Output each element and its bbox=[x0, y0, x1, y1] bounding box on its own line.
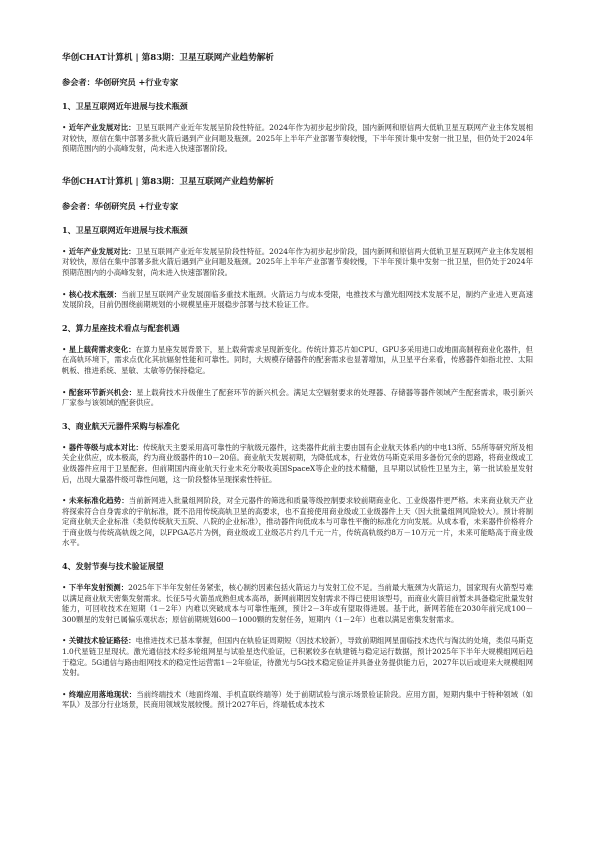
paragraph-industry-status: • 近年产业发展对比：卫星互联网产业近年发展呈阶段性特征。2024年作为初步起步阶段，国内新网和原信两大低轨卫星互联网产业主体发展相对较快，原信在集中部署多批火箭后遇到产业问题及瓶颈。2025年上半年产业部署节奏较慢，下半年预计集中发射一批卫星，但仍处于2024年预期范围内的小高峰发射，尚未进入快速部署阶段。 bbox=[62, 123, 533, 154]
paragraph-label: 下半年发射预测： bbox=[68, 583, 129, 593]
paragraph-label: 配套环节新兴机会： bbox=[68, 387, 137, 397]
paragraph-text: 卫星互联网产业近年发展呈阶段性特征。2024年作为初步起步阶段，国内新网和原信两大低轨卫星互联网产业主体发展相对较快，原信在集中部署多批火箭后遇到产业问题及瓶颈。2025年上半年产业部署节奏较慢，下半年预计集中发射一批卫星，但仍处于2024年预期范围内的小高峰发射，尚未进入快速部署阶段。 bbox=[62, 123, 533, 154]
paragraph-text: 当前终端技术（地面终端、手机直联终端等）处于前期试验与演示场景验证阶段。应用方面，短期内集中于特种领域（如军队）及部分行业场景，民商用领域发展较慢。预计2027年后，终端低成本技术 bbox=[62, 689, 533, 710]
paragraph-text: 当前卫星互联网产业发展面临多重技术瓶颈。火箭运力与成本受限，电推技术与激光组网技术发展不足，制约产业进入更高速发展阶段，目前仍围绕前期规划的小规模星座开展稳步部署与技术验证工作。 bbox=[62, 289, 533, 310]
doc-authors: 参会者：华创研究员 +行业专家 bbox=[62, 77, 179, 87]
paragraph-payload-demand: • 星上载荷需求变化：在算力星座发展背景下，星上载荷需求呈现新变化。传统计算芯片如CPU、GPU多采用进口或地面高制程商业化器件，但在高轨环境下，需求点优化其抗辐射性能和可靠性。同时，大规模存储器件的配套需求也显著增加，从卫星平台来看，传感器件如指北控、太阳帆板、推进系统、星敏、太敏等仍保持稳定。 bbox=[62, 344, 533, 375]
paragraph-label: 近年产业发展对比： bbox=[68, 246, 136, 256]
paragraph-new-opportunity: • 配套环节新兴机会：星上载荷技术升级催生了配套环节的新兴机会。满足太空辐射要求的处理器、存储器等器件领域产生配套需求，吸引新兴厂家参与该领域的配套供应。 bbox=[62, 387, 533, 408]
doc-title: 华创CHAT计算机 | 第83期：卫星互联网产业趋势解析 bbox=[62, 53, 274, 63]
paragraph-label: 关键技术验证路径： bbox=[68, 636, 136, 646]
doc-authors-repeat: 参会者：华创研究员 +行业专家 bbox=[62, 200, 179, 211]
paragraph-industry-status-repeat: • 近年产业发展对比：卫星互联网产业近年发展呈阶段性特征。2024年作为初步起步阶段，国内新网和原信两大低轨卫星互联网产业主体发展相对较快，原信在集中部署多批火箭后遇到产业问题及瓶颈。2025年上半年产业部署节奏较慢，下半年预计集中发射一批卫星，但仍处于2024年预期范围内的小高峰发射，尚未进入快速部署阶段。 bbox=[62, 246, 533, 277]
paragraph-core-bottleneck: • 核心技术瓶颈：当前卫星互联网产业发展面临多重技术瓶颈。火箭运力与成本受限，电推技术与激光组网技术发展不足，制约产业进入更高速发展阶段，目前仍围绕前期规划的小规模星座开展稳步部署与技术验证工作。 bbox=[62, 289, 533, 310]
section-heading-2: 2、算力星座技术看点与配套机遇 bbox=[62, 322, 180, 333]
paragraph-terminal-status: • 终端应用落地现状：当前终端技术（地面终端、手机直联终端等）处于前期试验与演示场景验证阶段。应用方面，短期内集中于特种领域（如军队）及部分行业场景，民商用领域发展较慢。预计2027年后，终端低成本技术 bbox=[62, 689, 533, 710]
paragraph-label: 终端应用落地现状： bbox=[68, 689, 137, 699]
doc-title-repeat: 华创CHAT计算机 | 第83期：卫星互联网产业趋势解析 bbox=[62, 176, 274, 187]
paragraph-text: 星上载荷技术升级催生了配套环节的新兴机会。满足太空辐射要求的处理器、存储器等器件领域产生配套需求，吸引新兴厂家参与该领域的配套供应。 bbox=[62, 387, 533, 408]
paragraph-label: 核心技术瓶颈： bbox=[68, 289, 122, 299]
paragraph-text: 电推进技术已基本掌握，但国内在轨验证周期短（因技术较新），导致前期组网星面临技术迭代与淘汰的处境，类似马斯克1.0代星链卫星现状。激光通信技术经多轮组网星与试验星迭代验证，已积累较多在轨建链与稳定运行数据，预计2025年下半年大规模组网后趋于稳定。5G通信与路由组网技术的稳定性运营需1－2年验证，待激光与5G技术稳定验证并具备业务提供能力后，2027年以后或迎来大规模组网发射。 bbox=[62, 636, 533, 678]
paragraph-tech-verification: • 关键技术验证路径：电推进技术已基本掌握，但国内在轨验证周期短（因技术较新），导致前期组网星面临技术迭代与淘汰的处境，类似马斯克1.0代星链卫星现状。激光通信技术经多轮组网星与试验星迭代验证，已积累较多在轨建链与稳定运行数据，预计2025年下半年大规模组网后趋于稳定。5G通信与路由组网技术的稳定性运营需1－2年验证，待激光与5G技术稳定验证并具备业务提供能力后，2027年以后或迎来大规模组网发射。 bbox=[62, 636, 533, 678]
paragraph-launch-forecast: • 下半年发射预测：2025年下半年发射任务紧张，核心制约因素包括火箭运力与发射工位不足。当前最大瓶颈为火箭运力，国家现有火箭型号难以满足商业航天密集发射需求。长征5号火箭虽成熟但成本高昂，新网前期因发射需求不得已使用该型号，而商业火箭目前暂未具备稳定批量发射能力，可回收技术在短期（1－2年）内难以突破成本与可靠性瓶颈，预计2－3年或有望取得进展。基于此，新网若能在2030年前完成100－300颗星的发射已属偏乐观状态；原信前期规划600－1000颗的发射任务，短期内（1－2年）也难以满足密集发射需求。 bbox=[62, 583, 533, 624]
section-heading-1: 1、卫星互联网近年进展与技术瓶颈 bbox=[62, 101, 188, 111]
paragraph-standard-trend: • 未来标准化趋势：当前新网进入批量组网阶段，对全元器件的筛选和质量等级控制要求较前期商业化、工业级器件更严格。未来商业航天产业将探索符合自身需求的宇航标准，既不沿用传统高轨卫星的高要求，也不直接使用商业级或工业级器件上天（因大批量组网风险较大）。预计将制定商业航天企业标准（类似传统航天五院、八院的企业标准），推动器件向低成本与可靠性平衡的标准化方向发展。从成本看，未来器件价格将介于商业级与传统高轨级之间，以FPGA芯片为例，商业级或工业级芯片约几千元一片，传统高轨级约8万－10万元一片，未来可能略高于商业级水平。 bbox=[62, 496, 533, 548]
paragraph-text: 2025年下半年发射任务紧张，核心制约因素包括火箭运力与发射工位不足。当前最大瓶颈为火箭运力，国家现有火箭型号难以满足商业航天密集发射需求。长征5号火箭虽成熟但成本高昂，新网前期因发射需求不得已使用该型号，而商业火箭目前暂未具备稳定批量发射能力，可回收技术在短期（1－2年）内难以突破成本与可靠性瓶颈，预计2－3年或有望取得进展。基于此，新网若能在2030年前完成100－300颗星的发射已属偏乐观状态；原信前期规划600－1000颗的发射任务，短期内（1－2年）也难以满足密集发射需求。 bbox=[62, 583, 533, 624]
paragraph-grade-cost: • 器件等级与成本对比：传统航天主要采用高可靠性的宇航级元器件，这类器件此前主要由国有企业航天体系内的中电13所、55所等研究所及相关企业供应，成本极高，约为商业级器件的10－20倍。商业航天发展初期，为降低成本，行业效仿马斯克采用多备份冗余的思路，将商业级或工业级器件应用于卫星配套。但前期国内商业航天行业未充分吸收美国SpaceX等企业的技术精髓，且早期以试验性卫星为主，第一批试验星发射后，出现大量器件级可靠性问题，这一阶段整体呈现探索性特征。 bbox=[62, 442, 533, 484]
section-heading-3: 3、商业航天元器件采购与标准化 bbox=[62, 420, 180, 431]
paragraph-label: 星上载荷需求变化： bbox=[68, 344, 136, 354]
paragraph-text: 卫星互联网产业近年发展呈阶段性特征。2024年作为初步起步阶段，国内新网和原信两大低轨卫星互联网产业主体发展相对较快，原信在集中部署多批火箭后遇到产业问题及瓶颈。2025年上半年产业部署节奏较慢，下半年预计集中发射一批卫星，但仍处于2024年预期范围内的小高峰发射，尚未进入快速部署阶段。 bbox=[62, 246, 533, 277]
paragraph-label: 未来标准化趋势： bbox=[68, 496, 129, 506]
section-heading-1-repeat: 1、卫星互联网近年进展与技术瓶颈 bbox=[62, 224, 188, 235]
paragraph-label: 近年产业发展对比： bbox=[68, 123, 136, 132]
section-heading-4: 4、发射节奏与技术验证展望 bbox=[62, 561, 164, 572]
paragraph-text: 在算力星座发展背景下，星上载荷需求呈现新变化。传统计算芯片如CPU、GPU多采用进口或地面高制程商业化器件，但在高轨环境下，需求点优化其抗辐射性能和可靠性。同时，大规模存储器件的配套需求也显著增加，从卫星平台来看，传感器件如指北控、太阳帆板、推进系统、星敏、太敏等仍保持稳定。 bbox=[62, 344, 533, 375]
paragraph-label: 器件等级与成本对比： bbox=[68, 442, 143, 452]
paragraph-text: 当前新网进入批量组网阶段，对全元器件的筛选和质量等级控制要求较前期商业化、工业级器件更严格。未来商业航天产业将探索符合自身需求的宇航标准，既不沿用传统高轨卫星的高要求，也不直接使用商业级或工业级器件上天（因大批量组网风险较大）。预计将制定商业航天企业标准（类似传统航天五院、八院的企业标准），推动器件向低成本与可靠性平衡的标准化方向发展。从成本看，未来器件价格将介于商业级与传统高轨级之间，以FPGA芯片为例，商业级或工业级芯片约几千元一片，传统高轨级约8万－10万元一片，未来可能略高于商业级水平。 bbox=[62, 496, 533, 548]
paragraph-text: 传统航天主要采用高可靠性的宇航级元器件，这类器件此前主要由国有企业航天体系内的中电13所、55所等研究所及相关企业供应，成本极高，约为商业级器件的10－20倍。商业航天发展初期，为降低成本，行业效仿马斯克采用多备份冗余的思路，将商业级或工业级器件应用于卫星配套。但前期国内商业航天行业未充分吸收美国SpaceX等企业的技术精髓，且早期以试验性卫星为主，第一批试验星发射后，出现大量器件级可靠性问题，这一阶段整体呈现探索性特征。 bbox=[62, 442, 533, 484]
